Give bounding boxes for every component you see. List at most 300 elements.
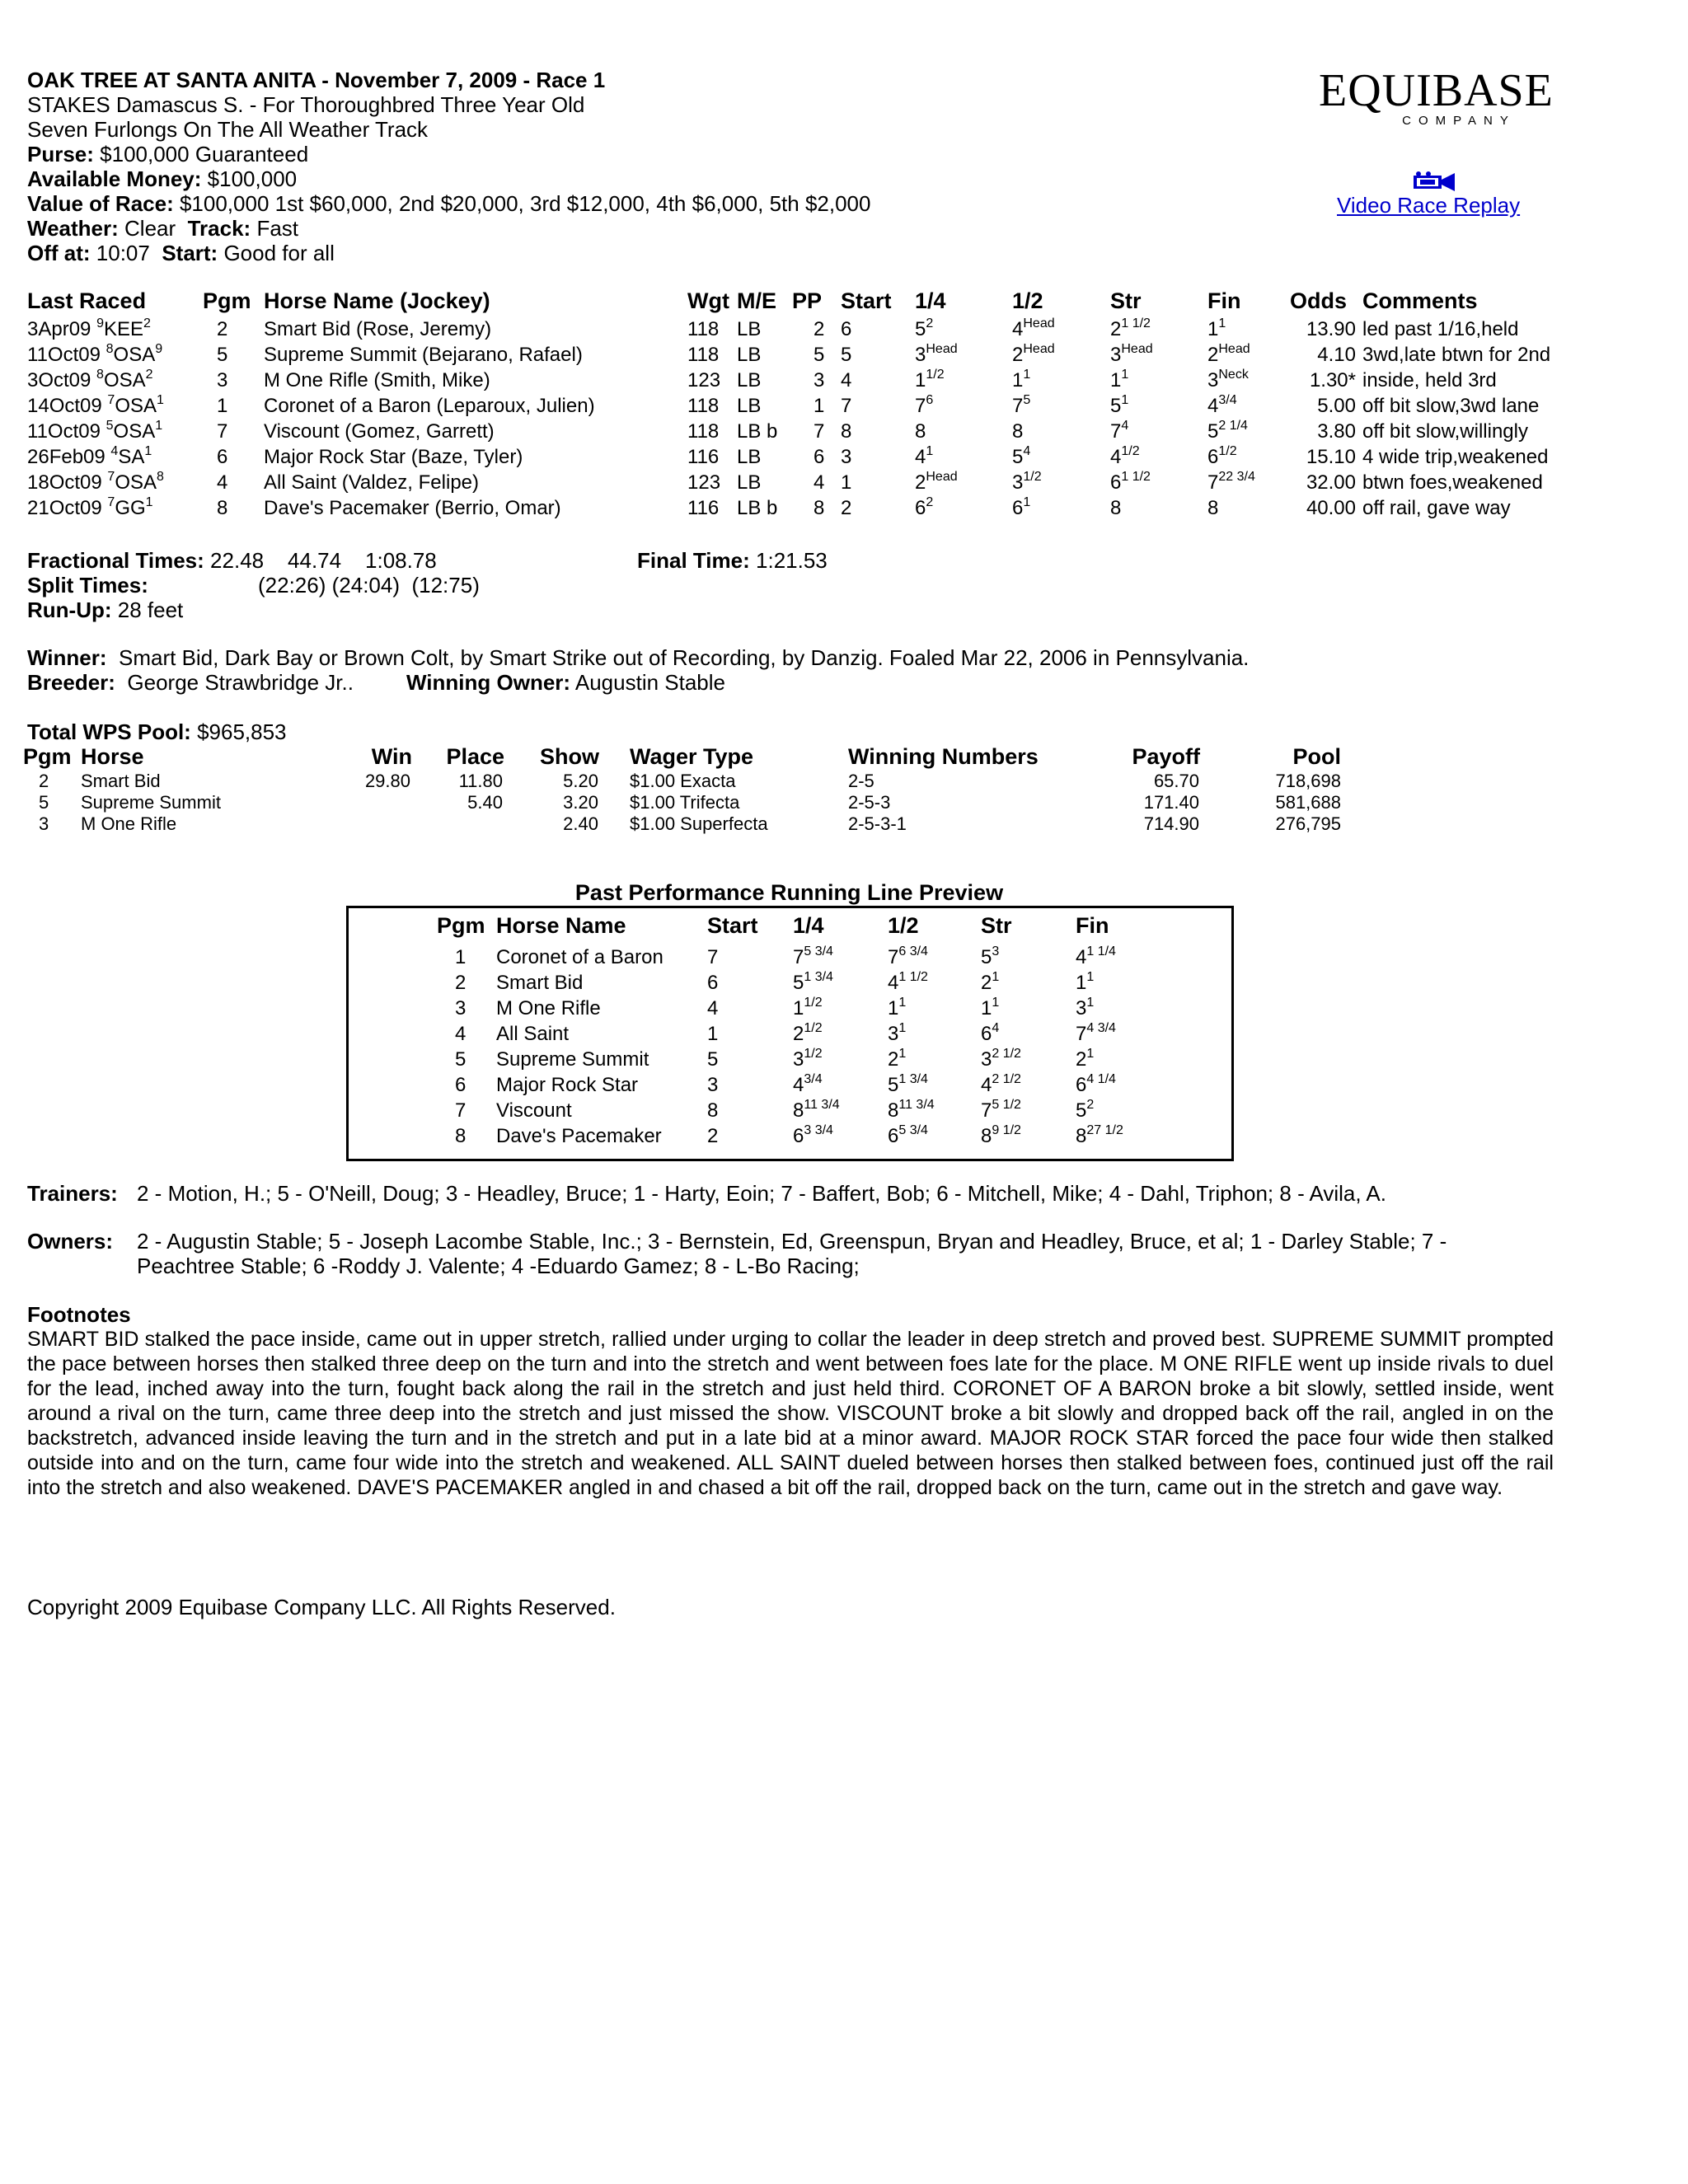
pp-half: $1^1$ bbox=[888, 996, 907, 1019]
pp-half-margin: 1 bbox=[898, 996, 907, 1010]
pp-quarter-margin: 3 3/4 bbox=[804, 1123, 833, 1137]
pp-quarter: $2^{1/2}$ bbox=[793, 1021, 823, 1045]
pp-finish: $2^1$ bbox=[1076, 1047, 1095, 1071]
half-pos: $7^5$ bbox=[1012, 393, 1031, 417]
half-pos: $1^1$ bbox=[1012, 368, 1031, 391]
horse-jockey: Dave's Pacemaker (Berrio, Omar) bbox=[264, 497, 561, 519]
pp-quarter-margin: 1/2 bbox=[804, 1047, 823, 1061]
result-row bbox=[27, 470, 1593, 495]
wps-col-win: Win bbox=[371, 744, 412, 769]
stretch-pos: $6^{1 1/2}$ bbox=[1110, 470, 1151, 494]
pp-start: 4 bbox=[707, 997, 719, 1019]
last-raced-race: 8 bbox=[96, 368, 104, 382]
pp-start: 3 bbox=[707, 1074, 719, 1096]
col-odds: Odds bbox=[1290, 288, 1348, 313]
footnotes-text: SMART BID stalked the pace inside, came out in upper stretch, rallied under urging to collar the leader in deep stretch and proved best. SUPREME SUMMIT prompted the pace between horses then stalked three deep on the turn and into the stretch and went between foes late for the place. M ONE RIFLE went up inside rivals to duel for the lead, inched away into the turn, fought back along the rail in the stretch and just held third. CORONET OF A BARON broke a bit slowly, settled inside, went around a rival on the turn, came three deep into the stretch and just missed the show. VISCOUNT broke a bit slowly and dropped back off the rail, angled in on the backstretch, advanced inside leaving the turn and in the stretch and put in a late bid at a minor award. MAJOR ROCK STAR forced the pace four wide then stalked outside into and on the turn, came four wide into the stretch and weakened. ALL SAINT dueled between horses then stalked between foes, continued just off the rail into the stretch and also weakened. DAVE'S PACEMAKER angled in and chased a bit off the rail, dropped back on the turn, came out in the stretch and gave way. bbox=[27, 1328, 1554, 1499]
quarter-pos: $4^1$ bbox=[915, 444, 934, 468]
med-equip: LB bbox=[737, 395, 762, 417]
last-raced-finish: 1 bbox=[144, 444, 152, 458]
last-raced-race: 7 bbox=[107, 495, 115, 509]
pp-quarter-margin: 1/2 bbox=[804, 996, 823, 1010]
off-label: Off at: bbox=[27, 241, 91, 265]
stretch-pos: $5^1$ bbox=[1110, 393, 1129, 417]
wps-row bbox=[0, 791, 1688, 813]
quarter-pos: $7^6$ bbox=[915, 393, 934, 417]
stretch-pos: $3^{Head}$ bbox=[1110, 342, 1153, 366]
med-equip: LB b bbox=[737, 497, 778, 519]
stretch-pos-margin: 1 bbox=[1121, 393, 1129, 407]
pp-stretch-margin: 9 1/2 bbox=[992, 1123, 1021, 1137]
start-pos: 6 bbox=[841, 318, 852, 340]
pp-row bbox=[0, 1098, 1688, 1123]
pp-pgm: 4 bbox=[455, 1023, 467, 1045]
wps-horse: M One Rifle bbox=[81, 813, 177, 834]
last-raced-race: 4 bbox=[110, 444, 119, 458]
stretch-pos: $1^1$ bbox=[1110, 368, 1129, 391]
available-label: Available Money: bbox=[27, 166, 202, 191]
comments: inside, held 3rd bbox=[1362, 369, 1497, 391]
result-row bbox=[27, 495, 1593, 521]
finish-pos: $2^{Head}$ bbox=[1207, 342, 1250, 366]
owner-value: Augustin Stable bbox=[574, 670, 726, 695]
quarter-pos: $5^2$ bbox=[915, 316, 934, 340]
wps-col-horse: Horse bbox=[81, 744, 144, 769]
pgm: 1 bbox=[217, 395, 228, 417]
wps-win: 29.80 bbox=[364, 771, 410, 791]
weight: 123 bbox=[687, 369, 721, 391]
pp-quarter-margin: 5 3/4 bbox=[804, 944, 833, 958]
stretch-pos: $4^{1/2}$ bbox=[1110, 444, 1140, 468]
pgm: 7 bbox=[217, 420, 228, 443]
pp-half: $2^1$ bbox=[888, 1047, 907, 1071]
col-pp: PP bbox=[792, 288, 823, 313]
owners-label: Owners: bbox=[27, 1229, 114, 1254]
med-equip: LB bbox=[737, 446, 762, 468]
pp-horse: Smart Bid bbox=[496, 972, 584, 994]
pp-finish: $4^{1 1/4}$ bbox=[1076, 944, 1116, 968]
half-pos: $5^4$ bbox=[1012, 444, 1031, 468]
pp-stretch: $1^1$ bbox=[981, 996, 1000, 1019]
off-start-line bbox=[27, 241, 335, 265]
quarter-pos: $1^{1/2}$ bbox=[915, 368, 945, 391]
wps-pgm: 2 bbox=[39, 771, 49, 791]
pp-start: 6 bbox=[707, 972, 719, 994]
col-quarter: 1/4 bbox=[915, 288, 946, 313]
wps-col-place: Place bbox=[446, 744, 504, 769]
pp-start: 5 bbox=[707, 1048, 719, 1071]
horse-jockey: All Saint (Valdez, Felipe) bbox=[264, 471, 479, 494]
last-raced-finish: 2 bbox=[145, 368, 153, 382]
horse-jockey: M One Rifle (Smith, Mike) bbox=[264, 369, 490, 391]
finish-pos-margin: 3/4 bbox=[1218, 393, 1237, 407]
race-value-line bbox=[27, 191, 870, 216]
pp-stretch-margin: 4 bbox=[992, 1021, 1000, 1035]
purse-line bbox=[27, 142, 308, 166]
quarter-pos-margin: Head bbox=[926, 342, 958, 356]
pp-pgm: 5 bbox=[455, 1048, 467, 1071]
pp-header bbox=[0, 913, 1688, 940]
race-distance: Seven Furlongs On The All Weather Track bbox=[27, 117, 429, 142]
pp-start: 8 bbox=[707, 1099, 719, 1122]
last-raced-race: 7 bbox=[107, 393, 115, 407]
last-raced: 11Oct09 $^5$OSA$^1$ bbox=[27, 419, 163, 443]
stretch-pos-margin: 1/2 bbox=[1121, 444, 1140, 458]
pp-horse: M One Rifle bbox=[496, 997, 601, 1019]
odds: 4.10 bbox=[1317, 344, 1356, 366]
finish-pos: 8 bbox=[1207, 497, 1219, 519]
wps-pool-line bbox=[27, 719, 287, 744]
weight: 116 bbox=[687, 497, 720, 519]
weather-label: Weather: bbox=[27, 216, 119, 241]
runup-label: Run-Up: bbox=[27, 598, 112, 622]
pp-pgm: 2 bbox=[455, 972, 467, 994]
pp-half-margin: 11 3/4 bbox=[898, 1098, 935, 1112]
pp-quarter: $4^{3/4}$ bbox=[793, 1072, 823, 1096]
wps-row bbox=[0, 813, 1688, 835]
comments: off rail, gave way bbox=[1362, 497, 1511, 519]
comments: off bit slow,3wd lane bbox=[1362, 395, 1540, 417]
weight: 118 bbox=[687, 344, 720, 366]
last-raced: 11Oct09 $^8$OSA$^9$ bbox=[27, 342, 163, 366]
finish-pos-margin: 22 3/4 bbox=[1218, 470, 1255, 484]
med-equip: LB bbox=[737, 471, 762, 494]
pp-stretch-margin: 3 bbox=[992, 944, 1000, 958]
pp-col-start: Start bbox=[707, 913, 758, 938]
wps-horse: Supreme Summit bbox=[81, 792, 221, 813]
last-raced-finish: 1 bbox=[145, 495, 153, 509]
owners-text-2: Peachtree Stable; 6 -Roddy J. Valente; 4 -Eduardo Gamez; 8 - L-Bo Racing; bbox=[137, 1254, 860, 1278]
pp-start: 1 bbox=[707, 1023, 719, 1045]
half-pos: $4^{Head}$ bbox=[1012, 316, 1055, 340]
last-raced-race: 9 bbox=[96, 316, 104, 330]
col-finish: Fin bbox=[1207, 288, 1241, 313]
comments: 3wd,late btwn for 2nd bbox=[1362, 344, 1551, 366]
med-equip: LB bbox=[737, 318, 762, 340]
comments: btwn foes,weakened bbox=[1362, 471, 1543, 494]
start-pos: 4 bbox=[841, 369, 852, 391]
wps-wager: $1.00 Trifecta bbox=[630, 792, 740, 813]
half-pos-margin: Head bbox=[1023, 316, 1055, 330]
pp-row bbox=[0, 1072, 1688, 1098]
pp-horse: Viscount bbox=[496, 1099, 572, 1122]
pp-col-quarter: 1/4 bbox=[793, 913, 824, 938]
pp-col-horse: Horse Name bbox=[496, 913, 626, 938]
last-raced-finish: 8 bbox=[157, 470, 164, 484]
pp-finish: $1^1$ bbox=[1076, 970, 1095, 994]
pp-finish-margin: 2 bbox=[1086, 1098, 1095, 1112]
weight: 116 bbox=[687, 446, 720, 468]
pp-stretch: $2^1$ bbox=[981, 970, 1000, 994]
race-type: STAKES Damascus S. - For Thoroughbred Three Year Old bbox=[27, 92, 585, 117]
stretch-pos-margin: 1 1/2 bbox=[1121, 470, 1151, 484]
last-raced: 3Apr09 $^9$KEE$^2$ bbox=[27, 316, 151, 340]
fractional-times bbox=[27, 548, 437, 573]
winner-line bbox=[27, 645, 1249, 670]
pp-finish: $7^{4 3/4}$ bbox=[1076, 1021, 1116, 1045]
final-label: Final Time: bbox=[637, 548, 750, 573]
med-equip: LB bbox=[737, 369, 762, 391]
horse-jockey: Viscount (Gomez, Garrett) bbox=[264, 420, 495, 443]
stretch-pos-margin: 4 bbox=[1121, 419, 1129, 433]
quarter-pos: $3^{Head}$ bbox=[915, 342, 958, 366]
finish-pos: $1^1$ bbox=[1207, 316, 1226, 340]
finish-pos: $5^{2 1/4}$ bbox=[1207, 419, 1248, 443]
pp-pgm: 3 bbox=[455, 997, 467, 1019]
last-raced: 18Oct09 $^7$OSA$^8$ bbox=[27, 470, 164, 494]
col-half: 1/2 bbox=[1012, 288, 1043, 313]
wps-col-pgm: Pgm bbox=[23, 744, 72, 769]
start-pos: 3 bbox=[841, 446, 852, 468]
last-raced: 21Oct09 $^7GG^1$ bbox=[27, 495, 153, 519]
weight: 118 bbox=[687, 395, 720, 417]
stretch-pos: $7^4$ bbox=[1110, 419, 1129, 443]
horse-jockey: Major Rock Star (Baze, Tyler) bbox=[264, 446, 523, 468]
pp-horse: Major Rock Star bbox=[496, 1074, 639, 1096]
comments: off bit slow,willingly bbox=[1362, 420, 1528, 443]
value-label: Value of Race: bbox=[27, 191, 174, 216]
pp-title: Past Performance Running Line Preview bbox=[574, 880, 1004, 905]
pp-quarter: $7^{5 3/4}$ bbox=[793, 944, 833, 968]
pp-quarter: $6^{3 3/4}$ bbox=[793, 1123, 833, 1147]
pp-row bbox=[0, 996, 1688, 1021]
wps-payoff: 714.90 bbox=[1143, 813, 1199, 834]
track-value: Fast bbox=[256, 216, 299, 241]
purse-label: Purse: bbox=[27, 142, 94, 166]
med-equip: LB b bbox=[737, 420, 778, 443]
wps-col-payoff: Payoff bbox=[1132, 744, 1200, 769]
quarter-pos: $2^{Head}$ bbox=[915, 470, 958, 494]
result-row bbox=[27, 316, 1593, 342]
half-pos: 8 bbox=[1012, 420, 1024, 443]
pp-half-margin: 1 bbox=[898, 1021, 907, 1035]
breeder-label: Breeder: bbox=[27, 670, 115, 695]
available-money-line bbox=[27, 166, 297, 191]
med-equip: LB bbox=[737, 344, 762, 366]
winner-label: Winner: bbox=[27, 645, 107, 670]
pgm: 2 bbox=[217, 318, 228, 340]
pp-stretch-margin: 5 1/2 bbox=[992, 1098, 1021, 1112]
post-position: 8 bbox=[814, 497, 825, 519]
post-position: 4 bbox=[814, 471, 825, 494]
post-position: 1 bbox=[814, 395, 825, 417]
owner-label: Winning Owner: bbox=[406, 670, 571, 695]
wps-pgm: 3 bbox=[39, 813, 49, 834]
last-raced-finish: 1 bbox=[155, 419, 163, 433]
pp-finish-margin: 1 bbox=[1086, 1047, 1095, 1061]
pp-start: 2 bbox=[707, 1125, 719, 1147]
wps-numbers: 2-5-3-1 bbox=[848, 813, 907, 834]
result-row bbox=[27, 342, 1593, 368]
finish-pos: $6^{1/2}$ bbox=[1207, 444, 1237, 468]
wps-payoff: 65.70 bbox=[1153, 771, 1199, 791]
split-1: (22:26) bbox=[258, 573, 326, 598]
pp-col-pgm: Pgm bbox=[437, 913, 485, 938]
post-position: 5 bbox=[814, 344, 825, 366]
wps-col-numbers: Winning Numbers bbox=[848, 744, 1039, 769]
start-label: Start: bbox=[162, 241, 218, 265]
wps-header bbox=[0, 744, 1688, 769]
pp-stretch-margin: 2 1/2 bbox=[992, 1047, 1021, 1061]
pp-pgm: 7 bbox=[455, 1099, 467, 1122]
pgm: 8 bbox=[217, 497, 228, 519]
pp-half-margin: 1 bbox=[898, 1047, 907, 1061]
pgm: 6 bbox=[217, 446, 228, 468]
pp-stretch: $7^{5 1/2}$ bbox=[981, 1098, 1021, 1122]
pp-half: $8^{11 3/4}$ bbox=[888, 1098, 935, 1122]
stretch-pos-margin: Head bbox=[1121, 342, 1153, 356]
stretch-pos-margin: 1 1/2 bbox=[1121, 316, 1151, 330]
wps-wager: $1.00 Exacta bbox=[630, 771, 736, 791]
equibase-logo bbox=[1319, 65, 1554, 128]
odds: 1.30* bbox=[1309, 369, 1356, 391]
weight: 118 bbox=[687, 318, 720, 340]
pp-row bbox=[0, 1123, 1688, 1149]
wps-pool-label: Total WPS Pool: bbox=[27, 719, 191, 744]
pp-stretch: $3^{2 1/2}$ bbox=[981, 1047, 1021, 1071]
pp-stretch: $8^{9 1/2}$ bbox=[981, 1123, 1021, 1147]
winner-text: Smart Bid, Dark Bay or Brown Colt, by Smart Strike out of Recording, by Danzig. Foaled Mar 22, 2006 in Pennsylvania. bbox=[119, 645, 1250, 670]
col-pgm: Pgm bbox=[203, 288, 251, 313]
odds: 3.80 bbox=[1317, 420, 1356, 443]
split-2: (24:04) bbox=[331, 573, 401, 598]
wps-col-pool: Pool bbox=[1292, 744, 1341, 769]
stretch-pos: 8 bbox=[1110, 497, 1122, 519]
pp-stretch: $5^3$ bbox=[981, 944, 1000, 968]
pp-finish-margin: 4 1/4 bbox=[1086, 1072, 1116, 1086]
wps-pool: 581,688 bbox=[1275, 792, 1341, 813]
copyright: Copyright 2009 Equibase Company LLC. All Rights Reserved. bbox=[27, 1595, 616, 1619]
video-replay-link[interactable]: Video Race Replay bbox=[1337, 193, 1521, 218]
pp-stretch-margin: 1 bbox=[992, 970, 1000, 984]
comments: 4 wide trip,weakened bbox=[1362, 446, 1549, 468]
start-pos: 2 bbox=[841, 497, 852, 519]
pp-pgm: 1 bbox=[455, 946, 467, 968]
quarter-pos: 8 bbox=[915, 420, 926, 443]
quarter-pos-margin: 1 bbox=[926, 444, 934, 458]
finish-pos-margin: 1 bbox=[1218, 316, 1226, 330]
post-position: 2 bbox=[814, 318, 825, 340]
pp-finish-margin: 1 bbox=[1086, 970, 1095, 984]
pp-horse: Coronet of a Baron bbox=[496, 946, 663, 968]
pp-stretch-margin: 1 bbox=[992, 996, 1000, 1010]
half-pos-margin: 5 bbox=[1023, 393, 1031, 407]
pp-horse: Dave's Pacemaker bbox=[496, 1125, 662, 1147]
last-raced: 3Oct09 $^8$OSA$^2$ bbox=[27, 368, 153, 391]
finish-pos-margin: Neck bbox=[1218, 368, 1249, 382]
weight: 118 bbox=[687, 420, 720, 443]
pp-finish-margin: 1 bbox=[1086, 996, 1095, 1010]
wps-pool: 276,795 bbox=[1275, 813, 1341, 834]
start-pos: 1 bbox=[841, 471, 852, 494]
fraction-3: 1:08.78 bbox=[365, 548, 437, 573]
post-position: 7 bbox=[814, 420, 825, 443]
odds: 32.00 bbox=[1306, 471, 1356, 494]
finish-pos-margin: 2 1/4 bbox=[1218, 419, 1248, 433]
wps-pool-value: $965,853 bbox=[197, 719, 287, 744]
pp-half-margin: 1 3/4 bbox=[898, 1072, 928, 1086]
wps-col-wager: Wager Type bbox=[630, 744, 754, 769]
pp-quarter: $8^{11 3/4}$ bbox=[793, 1098, 840, 1122]
odds: 13.90 bbox=[1306, 318, 1356, 340]
pp-pgm: 6 bbox=[455, 1074, 467, 1096]
wps-numbers: 2-5-3 bbox=[848, 792, 891, 813]
half-pos-margin: 1 bbox=[1023, 495, 1031, 509]
wps-payoff: 171.40 bbox=[1143, 792, 1199, 813]
pp-pgm: 8 bbox=[455, 1125, 467, 1147]
value-text: $100,000 1st $60,000, 2nd $20,000, 3rd $12,000, 4th $6,000, 5th $2,000 bbox=[179, 191, 871, 216]
result-row bbox=[27, 393, 1593, 419]
pp-finish: $3^1$ bbox=[1076, 996, 1095, 1019]
logo-sub: COMPANY bbox=[1402, 114, 1516, 128]
pgm: 5 bbox=[217, 344, 228, 366]
pp-half: $6^{5 3/4}$ bbox=[888, 1123, 928, 1147]
col-wgt: Wgt bbox=[687, 288, 729, 313]
wps-pool: 718,698 bbox=[1275, 771, 1341, 791]
half-pos: $3^{1/2}$ bbox=[1012, 470, 1042, 494]
pp-finish-margin: 4 3/4 bbox=[1086, 1021, 1116, 1035]
finish-pos: $3^{Neck}$ bbox=[1207, 368, 1249, 391]
result-row bbox=[27, 444, 1593, 470]
finish-pos-margin: Head bbox=[1218, 342, 1250, 356]
runup-value: 28 feet bbox=[117, 598, 184, 622]
post-position: 3 bbox=[814, 369, 825, 391]
footnotes-label: Footnotes bbox=[27, 1302, 131, 1327]
horse-jockey: Smart Bid (Rose, Jeremy) bbox=[264, 318, 492, 340]
pp-finish: $8^{27 1/2}$ bbox=[1076, 1123, 1123, 1147]
post-position: 6 bbox=[814, 446, 825, 468]
result-row bbox=[27, 419, 1593, 444]
pp-half: $7^{6 3/4}$ bbox=[888, 944, 928, 968]
pp-horse: Supreme Summit bbox=[496, 1048, 649, 1071]
final-time bbox=[637, 548, 828, 573]
pp-quarter-margin: 1/2 bbox=[804, 1021, 823, 1035]
last-raced-finish: 1 bbox=[157, 393, 164, 407]
owners-text-1: 2 - Augustin Stable; 5 - Joseph Lacombe Stable, Inc.; 3 - Bernstein, Ed, Greenspun, Bryan and Headley, Bruce, et al; 1 - Darley Stable; 7 - bbox=[137, 1229, 1447, 1254]
start-pos: 5 bbox=[841, 344, 852, 366]
pp-quarter-margin: 11 3/4 bbox=[804, 1098, 840, 1112]
off-value: 10:07 bbox=[96, 241, 150, 265]
col-start: Start bbox=[841, 288, 892, 313]
run-up bbox=[27, 598, 183, 622]
stretch-pos: $2^{1 1/2}$ bbox=[1110, 316, 1151, 340]
pp-half: $3^1$ bbox=[888, 1021, 907, 1045]
wps-col-show: Show bbox=[540, 744, 599, 769]
breeder-line bbox=[27, 670, 354, 695]
half-pos-margin: 1 bbox=[1023, 368, 1031, 382]
finish-pos: $4^{3/4}$ bbox=[1207, 393, 1237, 417]
pp-col-half: 1/2 bbox=[888, 913, 919, 938]
quarter-pos-margin: 2 bbox=[926, 316, 934, 330]
wps-row bbox=[0, 770, 1688, 792]
pp-finish-margin: 1 1/4 bbox=[1086, 944, 1116, 958]
quarter-pos-margin: 1/2 bbox=[926, 368, 945, 382]
weather-track-line bbox=[27, 216, 298, 241]
pp-quarter: $1^{1/2}$ bbox=[793, 996, 823, 1019]
last-raced: 14Oct09 $^7$OSA$^1$ bbox=[27, 393, 164, 417]
available-value: $100,000 bbox=[207, 166, 298, 191]
pp-stretch-margin: 2 1/2 bbox=[992, 1072, 1021, 1086]
pp-half: $4^{1 1/2}$ bbox=[888, 970, 928, 994]
pp-finish-margin: 27 1/2 bbox=[1086, 1123, 1123, 1137]
quarter-pos-margin: Head bbox=[926, 470, 958, 484]
purse-value: $100,000 Guaranteed bbox=[100, 142, 309, 166]
wps-place: 11.80 bbox=[458, 771, 503, 791]
pgm: 4 bbox=[217, 471, 228, 494]
wps-show: 5.20 bbox=[563, 771, 598, 791]
wps-numbers: 2-5 bbox=[848, 771, 874, 791]
weather-value: Clear bbox=[124, 216, 176, 241]
comments: led past 1/16,held bbox=[1362, 318, 1519, 340]
